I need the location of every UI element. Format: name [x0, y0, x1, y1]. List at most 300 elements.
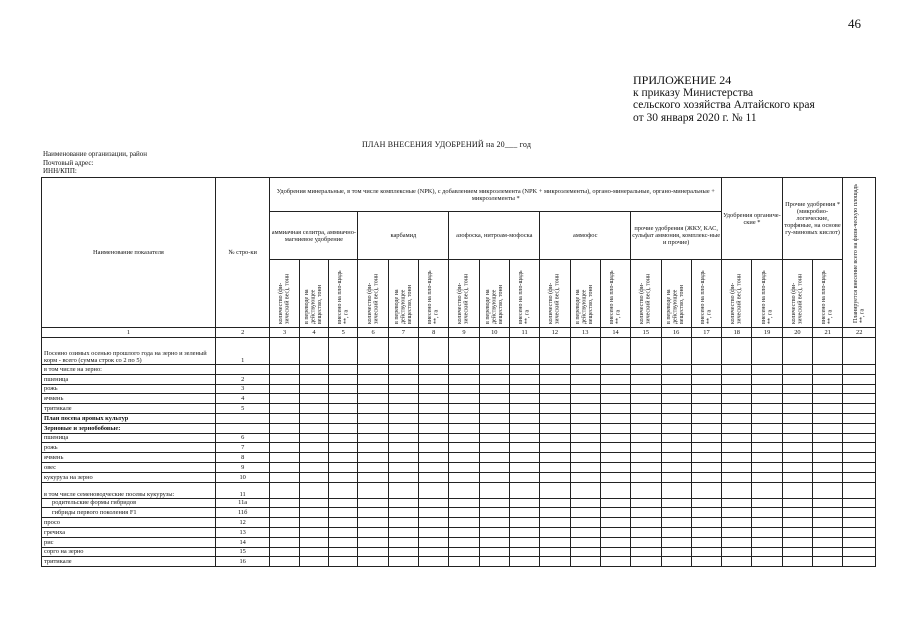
- table-cell[interactable]: [299, 365, 328, 375]
- table-cell[interactable]: [299, 508, 328, 518]
- table-cell[interactable]: [691, 374, 721, 384]
- table-cell[interactable]: [449, 338, 479, 365]
- table-cell[interactable]: [570, 453, 600, 463]
- table-cell[interactable]: [631, 394, 661, 404]
- table-cell[interactable]: [722, 443, 752, 453]
- table-cell[interactable]: [270, 527, 299, 537]
- table-cell[interactable]: [540, 384, 570, 394]
- table-cell[interactable]: [782, 547, 812, 557]
- table-cell[interactable]: [813, 384, 843, 394]
- table-cell[interactable]: [752, 453, 782, 463]
- table-cell[interactable]: [600, 394, 630, 404]
- table-cell[interactable]: [419, 498, 449, 508]
- table-cell[interactable]: [631, 537, 661, 547]
- table-cell[interactable]: [329, 423, 358, 433]
- table-cell[interactable]: [299, 374, 328, 384]
- table-cell[interactable]: [419, 338, 449, 365]
- table-cell[interactable]: [843, 394, 876, 404]
- table-cell[interactable]: [388, 472, 418, 482]
- table-cell[interactable]: [570, 384, 600, 394]
- table-cell[interactable]: [661, 433, 691, 443]
- table-cell[interactable]: [691, 453, 721, 463]
- table-cell[interactable]: [843, 518, 876, 528]
- table-cell[interactable]: [600, 443, 630, 453]
- table-cell[interactable]: [570, 462, 600, 472]
- table-cell[interactable]: [752, 527, 782, 537]
- table-cell[interactable]: [419, 453, 449, 463]
- table-cell[interactable]: [509, 384, 539, 394]
- table-cell[interactable]: [661, 498, 691, 508]
- table-cell[interactable]: [479, 394, 509, 404]
- table-cell[interactable]: [509, 365, 539, 375]
- table-cell[interactable]: [600, 537, 630, 547]
- table-cell[interactable]: [782, 482, 812, 498]
- table-cell[interactable]: [691, 462, 721, 472]
- table-cell[interactable]: [388, 365, 418, 375]
- table-cell[interactable]: [299, 472, 328, 482]
- table-cell[interactable]: [661, 482, 691, 498]
- table-cell[interactable]: [570, 472, 600, 482]
- table-cell[interactable]: [419, 423, 449, 433]
- table-cell[interactable]: [661, 557, 691, 567]
- table-cell[interactable]: [691, 423, 721, 433]
- table-cell[interactable]: [600, 384, 630, 394]
- table-cell[interactable]: [813, 482, 843, 498]
- table-cell[interactable]: [752, 498, 782, 508]
- table-cell[interactable]: [661, 537, 691, 547]
- table-cell[interactable]: [722, 472, 752, 482]
- table-cell[interactable]: [540, 472, 570, 482]
- table-cell[interactable]: [299, 413, 328, 423]
- table-cell[interactable]: [479, 462, 509, 472]
- table-cell[interactable]: [661, 384, 691, 394]
- table-cell[interactable]: [358, 374, 388, 384]
- table-cell[interactable]: [843, 498, 876, 508]
- table-cell[interactable]: [270, 433, 299, 443]
- table-cell[interactable]: [299, 453, 328, 463]
- table-cell[interactable]: [843, 527, 876, 537]
- table-cell[interactable]: [449, 482, 479, 498]
- table-cell[interactable]: [388, 338, 418, 365]
- table-cell[interactable]: [843, 423, 876, 433]
- table-cell[interactable]: [570, 338, 600, 365]
- table-cell[interactable]: [570, 508, 600, 518]
- table-cell[interactable]: [782, 423, 812, 433]
- table-cell[interactable]: [843, 557, 876, 567]
- table-cell[interactable]: [631, 482, 661, 498]
- table-cell[interactable]: [449, 498, 479, 508]
- table-cell[interactable]: [329, 413, 358, 423]
- table-cell[interactable]: [449, 394, 479, 404]
- table-cell[interactable]: [691, 527, 721, 537]
- table-cell[interactable]: [570, 443, 600, 453]
- table-cell[interactable]: [600, 547, 630, 557]
- table-cell[interactable]: [782, 537, 812, 547]
- table-cell[interactable]: [388, 404, 418, 414]
- table-cell[interactable]: [752, 547, 782, 557]
- table-cell[interactable]: [752, 404, 782, 414]
- table-cell[interactable]: [752, 518, 782, 528]
- table-cell[interactable]: [752, 537, 782, 547]
- table-cell[interactable]: [691, 472, 721, 482]
- table-cell[interactable]: [631, 472, 661, 482]
- table-cell[interactable]: [813, 498, 843, 508]
- table-cell[interactable]: [752, 462, 782, 472]
- table-cell[interactable]: [509, 498, 539, 508]
- table-cell[interactable]: [570, 527, 600, 537]
- table-cell[interactable]: [329, 433, 358, 443]
- table-cell[interactable]: [358, 518, 388, 528]
- table-cell[interactable]: [661, 472, 691, 482]
- table-cell[interactable]: [722, 508, 752, 518]
- table-cell[interactable]: [600, 557, 630, 567]
- table-cell[interactable]: [479, 453, 509, 463]
- table-cell[interactable]: [661, 394, 691, 404]
- table-cell[interactable]: [813, 557, 843, 567]
- table-cell[interactable]: [722, 557, 752, 567]
- table-cell[interactable]: [843, 433, 876, 443]
- table-cell[interactable]: [813, 394, 843, 404]
- table-cell[interactable]: [329, 453, 358, 463]
- table-cell[interactable]: [449, 453, 479, 463]
- table-cell[interactable]: [691, 433, 721, 443]
- table-cell[interactable]: [419, 413, 449, 423]
- table-cell[interactable]: [388, 384, 418, 394]
- table-cell[interactable]: [449, 413, 479, 423]
- table-cell[interactable]: [661, 453, 691, 463]
- table-cell[interactable]: [631, 462, 661, 472]
- table-cell[interactable]: [299, 462, 328, 472]
- table-cell[interactable]: [509, 413, 539, 423]
- table-cell[interactable]: [388, 423, 418, 433]
- table-cell[interactable]: [843, 384, 876, 394]
- table-cell[interactable]: [813, 365, 843, 375]
- table-cell[interactable]: [691, 404, 721, 414]
- table-cell[interactable]: [299, 338, 328, 365]
- table-cell[interactable]: [722, 423, 752, 433]
- table-cell[interactable]: [388, 547, 418, 557]
- table-cell[interactable]: [419, 384, 449, 394]
- table-cell[interactable]: [479, 413, 509, 423]
- table-cell[interactable]: [600, 413, 630, 423]
- table-cell[interactable]: [479, 498, 509, 508]
- table-cell[interactable]: [843, 508, 876, 518]
- table-cell[interactable]: [843, 443, 876, 453]
- table-cell[interactable]: [329, 498, 358, 508]
- table-cell[interactable]: [358, 537, 388, 547]
- table-cell[interactable]: [479, 472, 509, 482]
- table-cell[interactable]: [449, 462, 479, 472]
- table-cell[interactable]: [722, 365, 752, 375]
- table-cell[interactable]: [299, 443, 328, 453]
- table-cell[interactable]: [358, 404, 388, 414]
- table-cell[interactable]: [600, 527, 630, 537]
- table-cell[interactable]: [631, 498, 661, 508]
- table-cell[interactable]: [299, 498, 328, 508]
- table-cell[interactable]: [419, 508, 449, 518]
- table-cell[interactable]: [270, 518, 299, 528]
- table-cell[interactable]: [813, 374, 843, 384]
- table-cell[interactable]: [419, 472, 449, 482]
- table-cell[interactable]: [752, 384, 782, 394]
- table-cell[interactable]: [329, 472, 358, 482]
- table-cell[interactable]: [813, 472, 843, 482]
- table-cell[interactable]: [419, 433, 449, 443]
- table-cell[interactable]: [479, 384, 509, 394]
- table-cell[interactable]: [509, 338, 539, 365]
- table-cell[interactable]: [388, 498, 418, 508]
- table-cell[interactable]: [691, 557, 721, 567]
- table-cell[interactable]: [509, 374, 539, 384]
- table-cell[interactable]: [358, 394, 388, 404]
- table-cell[interactable]: [540, 423, 570, 433]
- table-cell[interactable]: [479, 527, 509, 537]
- table-cell[interactable]: [270, 338, 299, 365]
- table-cell[interactable]: [479, 443, 509, 453]
- table-cell[interactable]: [540, 433, 570, 443]
- table-cell[interactable]: [752, 423, 782, 433]
- table-cell[interactable]: [449, 404, 479, 414]
- table-cell[interactable]: [600, 508, 630, 518]
- table-cell[interactable]: [843, 413, 876, 423]
- table-cell[interactable]: [419, 394, 449, 404]
- table-cell[interactable]: [479, 404, 509, 414]
- table-cell[interactable]: [570, 482, 600, 498]
- table-cell[interactable]: [570, 423, 600, 433]
- table-cell[interactable]: [782, 498, 812, 508]
- table-cell[interactable]: [782, 557, 812, 567]
- table-cell[interactable]: [813, 518, 843, 528]
- table-cell[interactable]: [299, 527, 328, 537]
- table-cell[interactable]: [270, 443, 299, 453]
- table-cell[interactable]: [813, 443, 843, 453]
- table-cell[interactable]: [388, 394, 418, 404]
- table-cell[interactable]: [509, 423, 539, 433]
- table-cell[interactable]: [691, 518, 721, 528]
- table-cell[interactable]: [329, 374, 358, 384]
- table-cell[interactable]: [449, 423, 479, 433]
- table-cell[interactable]: [479, 547, 509, 557]
- table-cell[interactable]: [782, 472, 812, 482]
- table-cell[interactable]: [752, 365, 782, 375]
- table-cell[interactable]: [570, 498, 600, 508]
- table-cell[interactable]: [600, 433, 630, 443]
- table-cell[interactable]: [722, 498, 752, 508]
- table-cell[interactable]: [270, 365, 299, 375]
- table-cell[interactable]: [661, 527, 691, 537]
- table-cell[interactable]: [600, 482, 630, 498]
- table-cell[interactable]: [570, 394, 600, 404]
- table-cell[interactable]: [813, 547, 843, 557]
- table-cell[interactable]: [419, 547, 449, 557]
- table-cell[interactable]: [270, 462, 299, 472]
- table-cell[interactable]: [419, 365, 449, 375]
- table-cell[interactable]: [419, 537, 449, 547]
- table-cell[interactable]: [358, 443, 388, 453]
- table-cell[interactable]: [843, 547, 876, 557]
- table-cell[interactable]: [449, 508, 479, 518]
- table-cell[interactable]: [782, 462, 812, 472]
- table-cell[interactable]: [270, 557, 299, 567]
- table-cell[interactable]: [388, 557, 418, 567]
- table-cell[interactable]: [540, 537, 570, 547]
- table-cell[interactable]: [540, 482, 570, 498]
- table-cell[interactable]: [843, 482, 876, 498]
- table-cell[interactable]: [449, 374, 479, 384]
- table-cell[interactable]: [782, 365, 812, 375]
- table-cell[interactable]: [479, 374, 509, 384]
- table-cell[interactable]: [570, 547, 600, 557]
- table-cell[interactable]: [540, 547, 570, 557]
- table-cell[interactable]: [509, 547, 539, 557]
- table-cell[interactable]: [509, 453, 539, 463]
- table-cell[interactable]: [329, 384, 358, 394]
- table-cell[interactable]: [600, 472, 630, 482]
- table-cell[interactable]: [299, 557, 328, 567]
- table-cell[interactable]: [691, 498, 721, 508]
- table-cell[interactable]: [329, 404, 358, 414]
- table-cell[interactable]: [691, 394, 721, 404]
- table-cell[interactable]: [631, 527, 661, 537]
- table-cell[interactable]: [752, 433, 782, 443]
- table-cell[interactable]: [600, 453, 630, 463]
- table-cell[interactable]: [570, 557, 600, 567]
- table-cell[interactable]: [661, 518, 691, 528]
- table-cell[interactable]: [509, 443, 539, 453]
- table-cell[interactable]: [270, 413, 299, 423]
- table-cell[interactable]: [813, 453, 843, 463]
- table-cell[interactable]: [722, 404, 752, 414]
- table-cell[interactable]: [722, 527, 752, 537]
- table-cell[interactable]: [782, 518, 812, 528]
- table-cell[interactable]: [449, 472, 479, 482]
- table-cell[interactable]: [540, 557, 570, 567]
- table-cell[interactable]: [358, 482, 388, 498]
- table-cell[interactable]: [782, 508, 812, 518]
- table-cell[interactable]: [270, 423, 299, 433]
- table-cell[interactable]: [270, 472, 299, 482]
- table-cell[interactable]: [388, 413, 418, 423]
- table-cell[interactable]: [782, 374, 812, 384]
- table-cell[interactable]: [752, 374, 782, 384]
- table-cell[interactable]: [722, 453, 752, 463]
- table-cell[interactable]: [722, 462, 752, 472]
- table-cell[interactable]: [449, 547, 479, 557]
- table-cell[interactable]: [600, 518, 630, 528]
- table-cell[interactable]: [631, 433, 661, 443]
- table-cell[interactable]: [329, 518, 358, 528]
- table-cell[interactable]: [691, 482, 721, 498]
- table-cell[interactable]: [752, 557, 782, 567]
- table-cell[interactable]: [479, 557, 509, 567]
- table-cell[interactable]: [600, 404, 630, 414]
- table-cell[interactable]: [570, 374, 600, 384]
- table-cell[interactable]: [843, 453, 876, 463]
- table-cell[interactable]: [479, 423, 509, 433]
- table-cell[interactable]: [449, 433, 479, 443]
- table-cell[interactable]: [299, 537, 328, 547]
- table-cell[interactable]: [691, 443, 721, 453]
- table-cell[interactable]: [270, 508, 299, 518]
- table-cell[interactable]: [722, 338, 752, 365]
- table-cell[interactable]: [299, 423, 328, 433]
- table-cell[interactable]: [419, 527, 449, 537]
- table-cell[interactable]: [358, 433, 388, 443]
- table-cell[interactable]: [691, 338, 721, 365]
- table-cell[interactable]: [843, 374, 876, 384]
- table-cell[interactable]: [631, 423, 661, 433]
- table-cell[interactable]: [419, 374, 449, 384]
- table-cell[interactable]: [479, 482, 509, 498]
- table-cell[interactable]: [388, 374, 418, 384]
- table-cell[interactable]: [329, 482, 358, 498]
- table-cell[interactable]: [540, 413, 570, 423]
- table-cell[interactable]: [661, 423, 691, 433]
- table-cell[interactable]: [299, 518, 328, 528]
- table-cell[interactable]: [479, 518, 509, 528]
- table-cell[interactable]: [722, 537, 752, 547]
- table-cell[interactable]: [509, 433, 539, 443]
- table-cell[interactable]: [691, 537, 721, 547]
- table-cell[interactable]: [631, 404, 661, 414]
- table-cell[interactable]: [540, 338, 570, 365]
- table-cell[interactable]: [329, 462, 358, 472]
- table-cell[interactable]: [358, 384, 388, 394]
- table-cell[interactable]: [540, 365, 570, 375]
- table-cell[interactable]: [449, 384, 479, 394]
- table-cell[interactable]: [813, 433, 843, 443]
- table-cell[interactable]: [449, 557, 479, 567]
- table-cell[interactable]: [358, 527, 388, 537]
- table-cell[interactable]: [752, 443, 782, 453]
- table-cell[interactable]: [419, 482, 449, 498]
- table-cell[interactable]: [479, 537, 509, 547]
- table-cell[interactable]: [570, 413, 600, 423]
- table-cell[interactable]: [752, 394, 782, 404]
- table-cell[interactable]: [661, 413, 691, 423]
- table-cell[interactable]: [782, 433, 812, 443]
- table-cell[interactable]: [691, 365, 721, 375]
- table-cell[interactable]: [691, 413, 721, 423]
- table-cell[interactable]: [270, 498, 299, 508]
- table-cell[interactable]: [722, 518, 752, 528]
- table-cell[interactable]: [722, 433, 752, 443]
- table-cell[interactable]: [329, 527, 358, 537]
- table-cell[interactable]: [813, 423, 843, 433]
- table-cell[interactable]: [299, 433, 328, 443]
- table-cell[interactable]: [570, 433, 600, 443]
- table-cell[interactable]: [631, 453, 661, 463]
- table-cell[interactable]: [509, 537, 539, 547]
- table-cell[interactable]: [419, 404, 449, 414]
- table-cell[interactable]: [540, 453, 570, 463]
- table-cell[interactable]: [843, 472, 876, 482]
- table-cell[interactable]: [358, 453, 388, 463]
- table-cell[interactable]: [270, 482, 299, 498]
- table-cell[interactable]: [540, 508, 570, 518]
- table-cell[interactable]: [270, 537, 299, 547]
- table-cell[interactable]: [600, 365, 630, 375]
- table-cell[interactable]: [631, 547, 661, 557]
- table-cell[interactable]: [570, 404, 600, 414]
- table-cell[interactable]: [388, 482, 418, 498]
- table-cell[interactable]: [813, 338, 843, 365]
- table-cell[interactable]: [691, 508, 721, 518]
- table-cell[interactable]: [358, 423, 388, 433]
- table-cell[interactable]: [388, 443, 418, 453]
- table-cell[interactable]: [388, 527, 418, 537]
- table-cell[interactable]: [722, 384, 752, 394]
